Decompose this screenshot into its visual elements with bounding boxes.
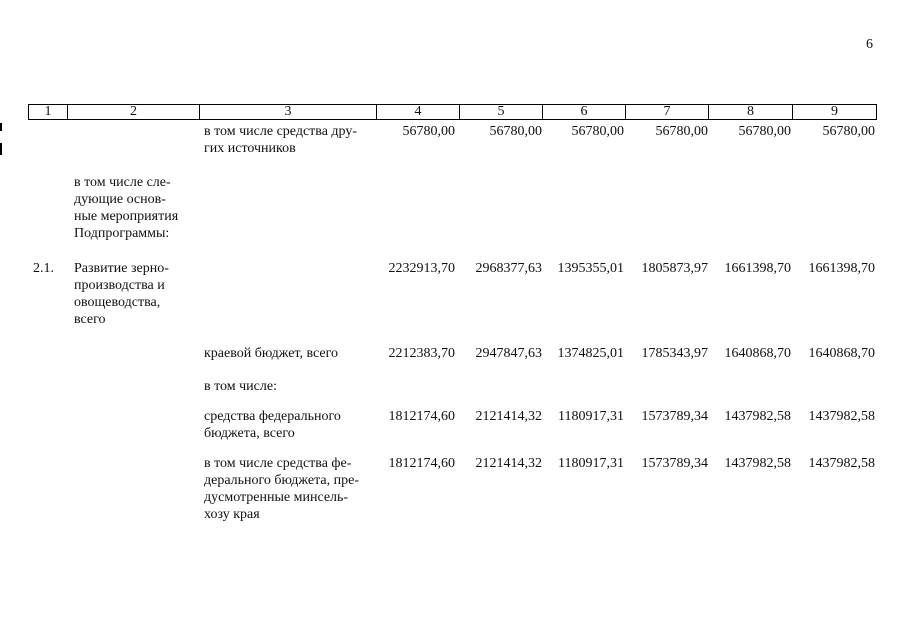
value-cell: 1437982,58 [724, 409, 791, 424]
value-cell: 1661398,70 [724, 261, 791, 276]
value-cell: 1812174,60 [388, 456, 455, 471]
value-cell: 1374825,01 [557, 346, 624, 361]
scan-mark [0, 123, 2, 131]
name-line: дующие основ- [74, 192, 166, 207]
value-cell: 56780,00 [738, 124, 791, 139]
name-line: в том числе сле- [74, 175, 171, 190]
name-line: ные мероприятия [74, 209, 179, 224]
value-cell: 1437982,58 [808, 409, 875, 424]
name-cell [74, 260, 194, 328]
header-cell-8: 8 [708, 104, 793, 120]
header-cell-3: 3 [199, 104, 377, 120]
value-cell: 1661398,70 [808, 261, 875, 276]
scan-mark [0, 143, 2, 155]
name-line: Развитие зерно- [74, 261, 169, 276]
value-cell: 1180917,31 [558, 456, 624, 471]
name-line: производства и [74, 278, 165, 293]
name-line: овощеводства, [74, 295, 161, 310]
value-cell: 1395355,01 [557, 261, 624, 276]
value-cell: 56780,00 [822, 124, 875, 139]
value-cell: 1812174,60 [388, 409, 455, 424]
header-cell-6: 6 [542, 104, 626, 120]
value-cell: 1573789,34 [641, 409, 708, 424]
value-cell: 2121414,32 [475, 409, 542, 424]
value-cell: 1640868,70 [808, 346, 875, 361]
value-cell: 2947847,63 [475, 346, 542, 361]
header-cell-4: 4 [376, 104, 460, 120]
header-cell-9: 9 [792, 104, 877, 120]
value-cell: 1573789,34 [641, 456, 708, 471]
header-cell-5: 5 [459, 104, 543, 120]
value-cell: 2121414,32 [475, 456, 542, 471]
source-cell: в том числе: [204, 379, 277, 394]
value-cell: 1640868,70 [724, 346, 791, 361]
value-cell: 1785343,97 [641, 346, 708, 361]
value-cell: 56780,00 [402, 124, 455, 139]
value-cell: 56780,00 [571, 124, 624, 139]
value-cell: 1437982,58 [724, 456, 791, 471]
value-cell: 1180917,31 [558, 409, 624, 424]
header-cell-1: 1 [28, 104, 68, 120]
value-cell: 2212383,70 [388, 346, 455, 361]
row-number: 2.1. [33, 261, 54, 276]
value-cell: 1805873,97 [641, 261, 708, 276]
header-cell-7: 7 [625, 104, 709, 120]
value-cell: 56780,00 [489, 124, 542, 139]
value-cell: 2968377,63 [475, 261, 542, 276]
header-cell-2: 2 [67, 104, 200, 120]
source-cell: в том числе средства дру- гих источников [204, 124, 358, 156]
name-line: всего [74, 312, 106, 327]
value-cell: 56780,00 [655, 124, 708, 139]
value-cell: 2232913,70 [388, 261, 455, 276]
source-cell: средства федерального бюджета, всего [204, 409, 341, 441]
value-cell: 1437982,58 [808, 456, 875, 471]
page-number: 6 [866, 37, 873, 52]
name-line: Подпрограммы: [74, 226, 170, 241]
source-cell: краевой бюджет, всего [204, 346, 339, 361]
source-cell: в том числе средства фе- дерального бюджета, пре- дусмотренные минсель- хозу края [204, 456, 359, 522]
name-cell [74, 174, 194, 242]
